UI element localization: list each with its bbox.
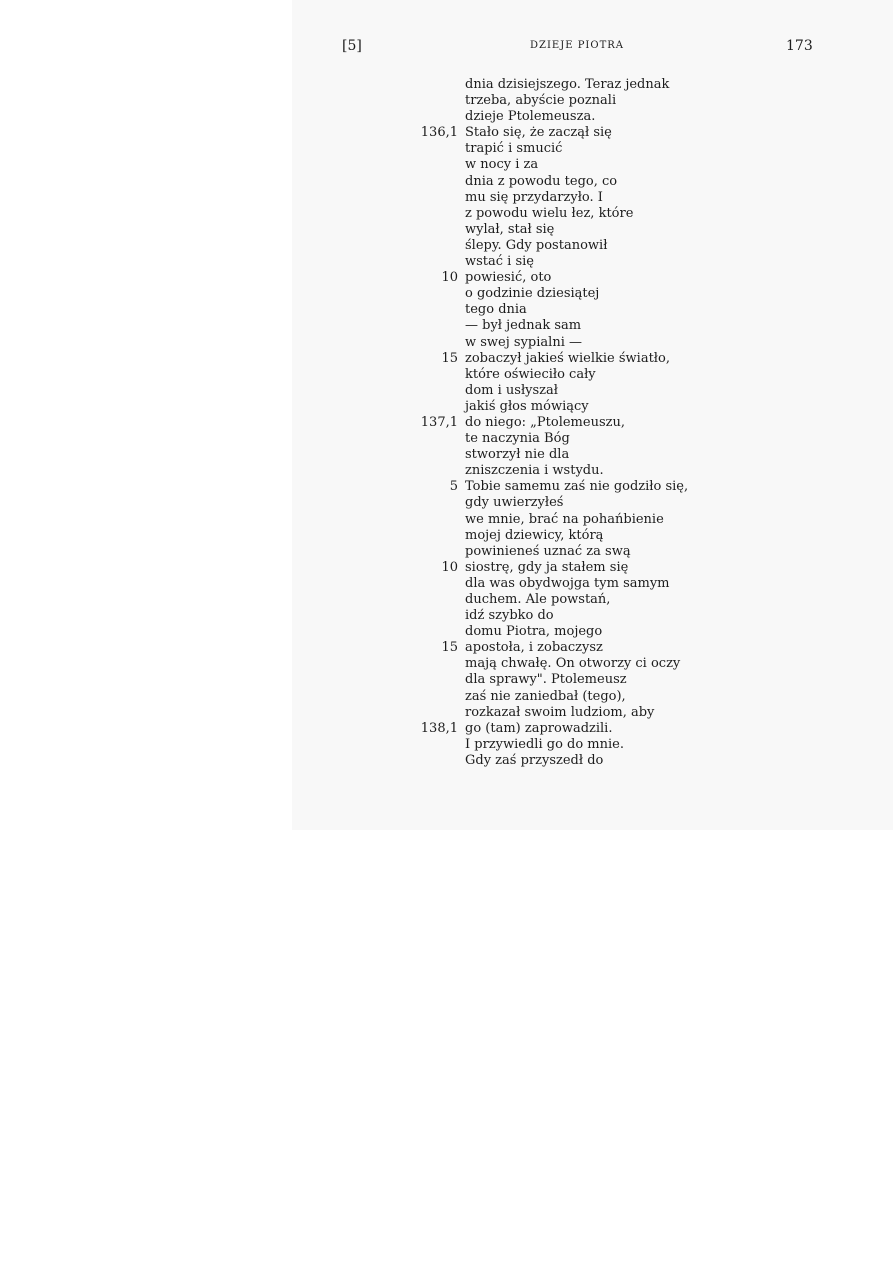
text-block <box>0 77 893 769</box>
line-text: dom i usłyszał <box>465 382 558 398</box>
text-line <box>0 286 893 302</box>
text-line <box>0 721 893 737</box>
line-text: dzieje Ptolemeusza. <box>465 109 596 125</box>
text-line <box>0 383 893 399</box>
line-text: dla was obydwojga tym samym <box>465 575 670 591</box>
text-line <box>0 77 893 93</box>
line-number: 5 <box>449 479 458 495</box>
line-text: dnia z powodu tego, co <box>465 173 618 189</box>
line-text: powinieneś uznać za swą <box>465 543 631 559</box>
line-text: zniszczenia i wstydu. <box>465 463 604 479</box>
line-text: mają chwałę. On otworzy ci oczy <box>465 656 681 672</box>
text-line <box>0 399 893 415</box>
line-number: 138,1 <box>420 720 458 736</box>
running-title: DZIEJE PIOTRA <box>530 40 625 51</box>
text-line <box>0 592 893 608</box>
text-line <box>0 141 893 157</box>
line-text: go (tam) zaprowadzili. <box>465 720 613 736</box>
line-text: te naczynia Bóg <box>465 431 570 447</box>
line-text: zobaczył jakieś wielkie światło, <box>465 350 670 366</box>
line-text: gdy uwierzyłeś <box>465 495 564 511</box>
text-line <box>0 367 893 383</box>
text-line <box>0 125 893 141</box>
line-text: we mnie, brać na pohańbienie <box>465 511 664 527</box>
line-text: Tobie samemu zaś nie godziło się, <box>465 479 689 495</box>
line-text: w nocy i za <box>465 157 539 173</box>
text-line <box>0 689 893 705</box>
text-line <box>0 222 893 238</box>
line-text: rozkazał swoim ludziom, aby <box>465 704 655 720</box>
line-text: o godzinie dziesiątej <box>465 286 600 302</box>
text-line <box>0 656 893 672</box>
line-text: mojej dziewicy, którą <box>465 527 604 543</box>
line-text: zaś nie zaniedbał (tego), <box>465 688 626 704</box>
line-text: duchem. Ale powstań, <box>465 592 611 607</box>
text-line <box>0 238 893 254</box>
text-line <box>0 512 893 528</box>
text-line <box>0 109 893 125</box>
line-number: 10 <box>441 559 458 575</box>
text-line <box>0 737 893 753</box>
line-number: 137,1 <box>420 414 458 430</box>
text-line <box>0 479 893 495</box>
line-text: trapić i smucić <box>465 141 563 157</box>
text-line <box>0 431 893 447</box>
text-line <box>0 206 893 222</box>
text-line <box>0 753 893 769</box>
text-line <box>0 624 893 640</box>
line-text: — był jednak sam <box>465 318 582 334</box>
text-line <box>0 318 893 334</box>
text-line <box>0 335 893 351</box>
line-text: I przywiedli go do mnie. <box>465 736 624 752</box>
text-line <box>0 560 893 576</box>
line-text: które oświeciło cały <box>465 366 596 382</box>
line-number: 136,1 <box>420 125 458 141</box>
text-line <box>0 415 893 431</box>
text-line <box>0 93 893 109</box>
line-text: z powodu wielu łez, które <box>465 205 634 221</box>
line-number: 15 <box>441 640 458 656</box>
line-text: siostrę, gdy ja stałem się <box>465 559 629 575</box>
page-number: 173 <box>786 38 813 54</box>
line-text: domu Piotra, mojego <box>465 624 603 640</box>
running-head <box>0 38 893 56</box>
text-line <box>0 495 893 511</box>
text-line <box>0 157 893 173</box>
text-line <box>0 190 893 206</box>
line-text: Stało się, że zaczął się <box>465 125 612 141</box>
line-text: Gdy zaś przyszedł do <box>465 752 604 768</box>
text-line <box>0 270 893 286</box>
text-line <box>0 351 893 367</box>
section-marker: [5] <box>342 38 362 54</box>
line-text: ślepy. Gdy postanowił <box>465 237 608 253</box>
line-text: wylał, stał się <box>465 221 555 237</box>
text-line <box>0 544 893 560</box>
line-text: trzeba, abyście poznali <box>465 93 617 109</box>
line-text: dla sprawy". Ptolemeusz <box>465 672 627 688</box>
text-line <box>0 608 893 624</box>
line-text: stworzył nie dla <box>465 447 570 463</box>
text-line <box>0 447 893 463</box>
text-line <box>0 254 893 270</box>
line-text: wstać i się <box>465 254 534 270</box>
text-line <box>0 576 893 592</box>
text-line <box>0 463 893 479</box>
line-text: idź szybko do <box>465 608 554 624</box>
line-text: jakiś głos mówiący <box>465 398 589 414</box>
line-text: apostoła, i zobaczysz <box>465 640 603 656</box>
text-line <box>0 302 893 318</box>
line-text: tego dnia <box>465 302 527 318</box>
line-text: w swej sypialni — <box>465 334 582 350</box>
line-text: powiesić, oto <box>465 270 552 286</box>
line-text: do niego: „Ptolemeuszu, <box>465 414 625 430</box>
line-text: dnia dzisiejszego. Teraz jednak <box>465 77 670 92</box>
text-line <box>0 672 893 688</box>
text-line <box>0 174 893 190</box>
line-text: mu się przydarzyło. I <box>465 189 603 205</box>
text-line <box>0 640 893 656</box>
text-line <box>0 705 893 721</box>
line-number: 10 <box>441 270 458 286</box>
text-line <box>0 528 893 544</box>
line-number: 15 <box>441 350 458 366</box>
